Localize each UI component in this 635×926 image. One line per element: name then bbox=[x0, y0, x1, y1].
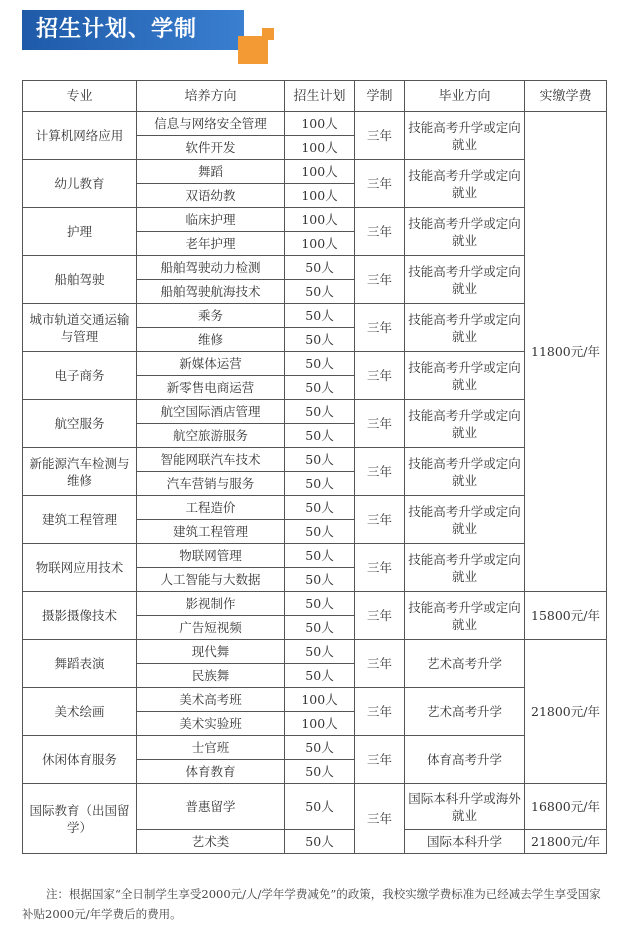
major-name: 城市轨道交通运输与管理 bbox=[23, 304, 137, 352]
duration: 三年 bbox=[355, 736, 405, 784]
plan-count: 50人 bbox=[285, 736, 355, 760]
table-row bbox=[23, 352, 607, 376]
major-name: 摄影摄像技术 bbox=[23, 592, 137, 640]
direction-name: 信息与网络安全管理 bbox=[137, 112, 285, 136]
table-row bbox=[23, 640, 607, 664]
plan-count: 50人 bbox=[285, 760, 355, 784]
destination: 技能高考升学或定向就业 bbox=[405, 304, 525, 352]
col-header-duration: 学制 bbox=[355, 81, 405, 112]
plan-count: 100人 bbox=[285, 112, 355, 136]
table-row bbox=[23, 160, 607, 184]
direction-name: 士官班 bbox=[137, 736, 285, 760]
direction-name: 新零售电商运营 bbox=[137, 376, 285, 400]
destination: 技能高考升学或定向就业 bbox=[405, 448, 525, 496]
plan-count: 50人 bbox=[285, 400, 355, 424]
plan-count: 100人 bbox=[285, 160, 355, 184]
destination: 艺术高考升学 bbox=[405, 688, 525, 736]
major-name: 新能源汽车检测与维修 bbox=[23, 448, 137, 496]
fee: 11800元/年 bbox=[525, 112, 607, 592]
duration: 三年 bbox=[355, 592, 405, 640]
duration: 三年 bbox=[355, 496, 405, 544]
major-name: 美术绘画 bbox=[23, 688, 137, 736]
table-row bbox=[23, 256, 607, 280]
destination: 技能高考升学或定向就业 bbox=[405, 160, 525, 208]
plan-count: 100人 bbox=[285, 136, 355, 160]
direction-name: 体育教育 bbox=[137, 760, 285, 784]
duration: 三年 bbox=[355, 256, 405, 304]
direction-name: 智能网联汽车技术 bbox=[137, 448, 285, 472]
direction-name: 老年护理 bbox=[137, 232, 285, 256]
section-banner bbox=[22, 10, 244, 50]
footnote: 注：根据国家“全日制学生享受2000元/人/学年学费减免”的政策，我校实缴学费标准为已经减去学生享受国家补贴2000元/年学费后的费用。 bbox=[22, 887, 601, 921]
direction-name: 船舶驾驶航海技术 bbox=[137, 280, 285, 304]
major-name: 舞蹈表演 bbox=[23, 640, 137, 688]
table-row bbox=[23, 544, 607, 568]
duration: 三年 bbox=[355, 208, 405, 256]
destination: 技能高考升学或定向就业 bbox=[405, 208, 525, 256]
table-row bbox=[23, 400, 607, 424]
fee: 21800元/年 bbox=[525, 640, 607, 784]
plan-count: 50人 bbox=[285, 328, 355, 352]
plan-count: 100人 bbox=[285, 184, 355, 208]
direction-name: 汽车营销与服务 bbox=[137, 472, 285, 496]
destination: 国际本科升学 bbox=[405, 830, 525, 854]
direction-name: 广告短视频 bbox=[137, 616, 285, 640]
table-row bbox=[23, 688, 607, 712]
col-header-direction: 培养方向 bbox=[137, 81, 285, 112]
direction-name: 船舶驾驶动力检测 bbox=[137, 256, 285, 280]
duration: 三年 bbox=[355, 688, 405, 736]
section-title: 招生计划、学制 bbox=[36, 17, 198, 42]
destination: 国际本科升学或海外就业 bbox=[405, 784, 525, 830]
table-row bbox=[23, 496, 607, 520]
duration: 三年 bbox=[355, 400, 405, 448]
direction-name: 民族舞 bbox=[137, 664, 285, 688]
duration: 三年 bbox=[355, 640, 405, 688]
plan-count: 50人 bbox=[285, 830, 355, 854]
direction-name: 双语幼教 bbox=[137, 184, 285, 208]
direction-name: 人工智能与大数据 bbox=[137, 568, 285, 592]
plan-count: 50人 bbox=[285, 496, 355, 520]
direction-name: 物联网管理 bbox=[137, 544, 285, 568]
table-row bbox=[23, 448, 607, 472]
direction-name: 航空国际酒店管理 bbox=[137, 400, 285, 424]
major-name: 物联网应用技术 bbox=[23, 544, 137, 592]
duration: 三年 bbox=[355, 304, 405, 352]
plan-count: 100人 bbox=[285, 688, 355, 712]
fee: 15800元/年 bbox=[525, 592, 607, 640]
direction-name: 乘务 bbox=[137, 304, 285, 328]
plan-count: 50人 bbox=[285, 472, 355, 496]
plan-count: 50人 bbox=[285, 616, 355, 640]
direction-name: 美术高考班 bbox=[137, 688, 285, 712]
destination: 技能高考升学或定向就业 bbox=[405, 400, 525, 448]
plan-count: 50人 bbox=[285, 664, 355, 688]
table-row bbox=[23, 736, 607, 760]
plan-count: 100人 bbox=[285, 232, 355, 256]
col-header-plan: 招生计划 bbox=[285, 81, 355, 112]
decor-square-small bbox=[262, 28, 274, 40]
destination: 艺术高考升学 bbox=[405, 640, 525, 688]
plan-count: 50人 bbox=[285, 256, 355, 280]
decor-square bbox=[238, 36, 268, 64]
destination: 技能高考升学或定向就业 bbox=[405, 112, 525, 160]
plan-count: 50人 bbox=[285, 352, 355, 376]
duration: 三年 bbox=[355, 112, 405, 160]
direction-name: 艺术类 bbox=[137, 830, 285, 854]
direction-name: 现代舞 bbox=[137, 640, 285, 664]
destination: 技能高考升学或定向就业 bbox=[405, 256, 525, 304]
duration: 三年 bbox=[355, 352, 405, 400]
direction-name: 舞蹈 bbox=[137, 160, 285, 184]
direction-name: 维修 bbox=[137, 328, 285, 352]
enrollment-table bbox=[22, 80, 607, 854]
major-name: 计算机网络应用 bbox=[23, 112, 137, 160]
plan-count: 50人 bbox=[285, 448, 355, 472]
destination: 技能高考升学或定向就业 bbox=[405, 544, 525, 592]
duration: 三年 bbox=[355, 448, 405, 496]
table-row bbox=[23, 784, 607, 830]
plan-count: 100人 bbox=[285, 208, 355, 232]
fee: 21800元/年 bbox=[525, 830, 607, 854]
col-header-fee: 实缴学费 bbox=[525, 81, 607, 112]
destination: 体育高考升学 bbox=[405, 736, 525, 784]
plan-count: 50人 bbox=[285, 592, 355, 616]
plan-count: 50人 bbox=[285, 520, 355, 544]
duration: 三年 bbox=[355, 160, 405, 208]
major-name: 护理 bbox=[23, 208, 137, 256]
plan-count: 100人 bbox=[285, 712, 355, 736]
major-name: 国际教育（出国留学） bbox=[23, 784, 137, 854]
direction-name: 航空旅游服务 bbox=[137, 424, 285, 448]
direction-name: 临床护理 bbox=[137, 208, 285, 232]
table-row bbox=[23, 112, 607, 136]
major-name: 航空服务 bbox=[23, 400, 137, 448]
direction-name: 建筑工程管理 bbox=[137, 520, 285, 544]
direction-name: 美术实验班 bbox=[137, 712, 285, 736]
plan-count: 50人 bbox=[285, 280, 355, 304]
major-name: 电子商务 bbox=[23, 352, 137, 400]
plan-count: 50人 bbox=[285, 568, 355, 592]
plan-count: 50人 bbox=[285, 640, 355, 664]
destination: 技能高考升学或定向就业 bbox=[405, 592, 525, 640]
direction-name: 普惠留学 bbox=[137, 784, 285, 830]
major-name: 建筑工程管理 bbox=[23, 496, 137, 544]
destination: 技能高考升学或定向就业 bbox=[405, 496, 525, 544]
plan-count: 50人 bbox=[285, 376, 355, 400]
major-name: 船舶驾驶 bbox=[23, 256, 137, 304]
plan-count: 50人 bbox=[285, 304, 355, 328]
plan-count: 50人 bbox=[285, 424, 355, 448]
plan-count: 50人 bbox=[285, 784, 355, 830]
fee: 16800元/年 bbox=[525, 784, 607, 830]
table-header-row bbox=[23, 81, 607, 112]
plan-count: 50人 bbox=[285, 544, 355, 568]
table-row bbox=[23, 592, 607, 616]
direction-name: 影视制作 bbox=[137, 592, 285, 616]
direction-name: 工程造价 bbox=[137, 496, 285, 520]
col-header-destination: 毕业方向 bbox=[405, 81, 525, 112]
major-name: 休闲体育服务 bbox=[23, 736, 137, 784]
duration: 三年 bbox=[355, 784, 405, 854]
duration: 三年 bbox=[355, 544, 405, 592]
table-row bbox=[23, 208, 607, 232]
table-row bbox=[23, 304, 607, 328]
direction-name: 新媒体运营 bbox=[137, 352, 285, 376]
col-header-major: 专业 bbox=[23, 81, 137, 112]
direction-name: 软件开发 bbox=[137, 136, 285, 160]
major-name: 幼儿教育 bbox=[23, 160, 137, 208]
destination: 技能高考升学或定向就业 bbox=[405, 352, 525, 400]
